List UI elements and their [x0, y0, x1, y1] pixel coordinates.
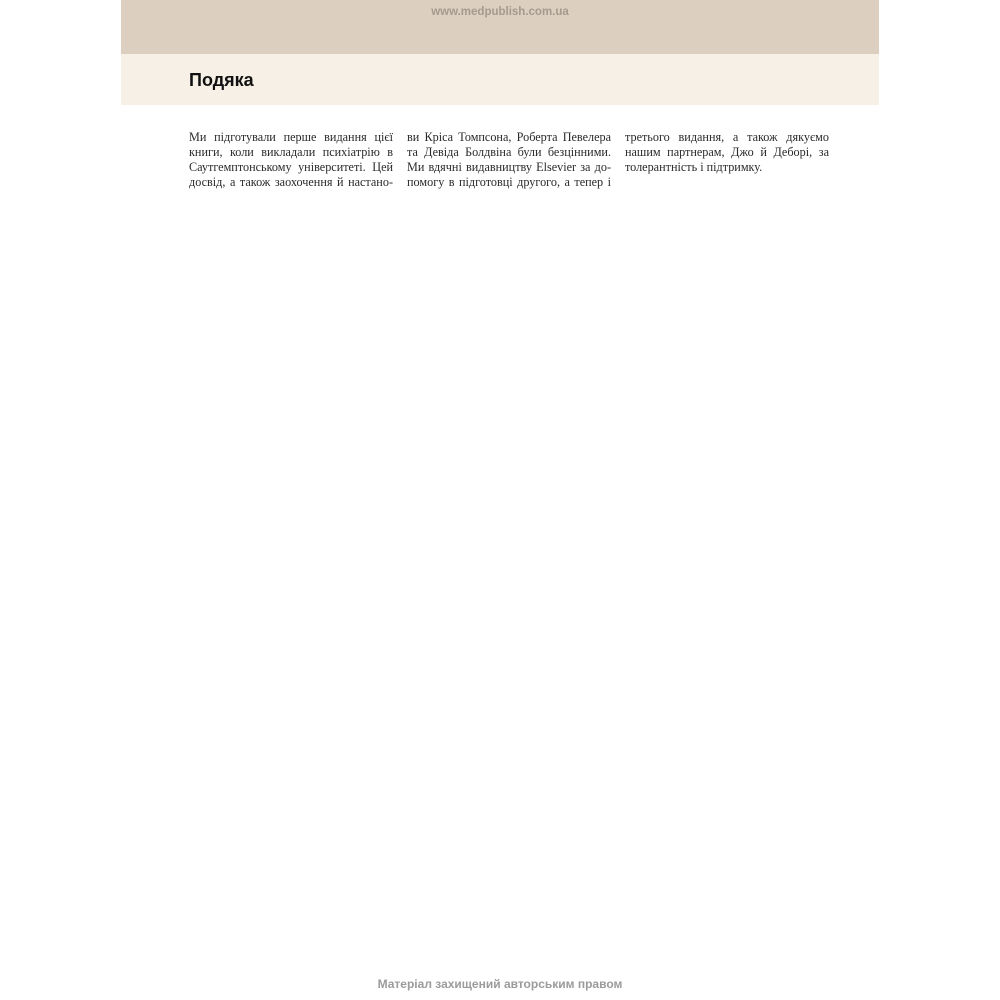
site-url[interactable]: www.medpublish.com.ua [431, 6, 569, 18]
title-band [121, 54, 879, 105]
header-band [121, 0, 879, 54]
copyright-note: Матеріал захищений авторським правом [377, 977, 623, 991]
acknowledgement-paragraph: Ми підготували перше видання цієї книги, коли викладали психіатрію в Саутгемптонському університеті. Цей досвід, а також заохочення й настанови Кріса Томпсона, Роберта Певелера та Девіда Болдвіна були безцінними. Ми вдячні видавництву Elsevier за допомогу в підготовці другого, а тепер і третього видання, а також дякуємо нашим партнерам, Джо й Деборі, за толерантність і підтримку. [189, 130, 829, 189]
body-text-columns [189, 130, 829, 192]
page-title: Подяка [189, 70, 254, 90]
